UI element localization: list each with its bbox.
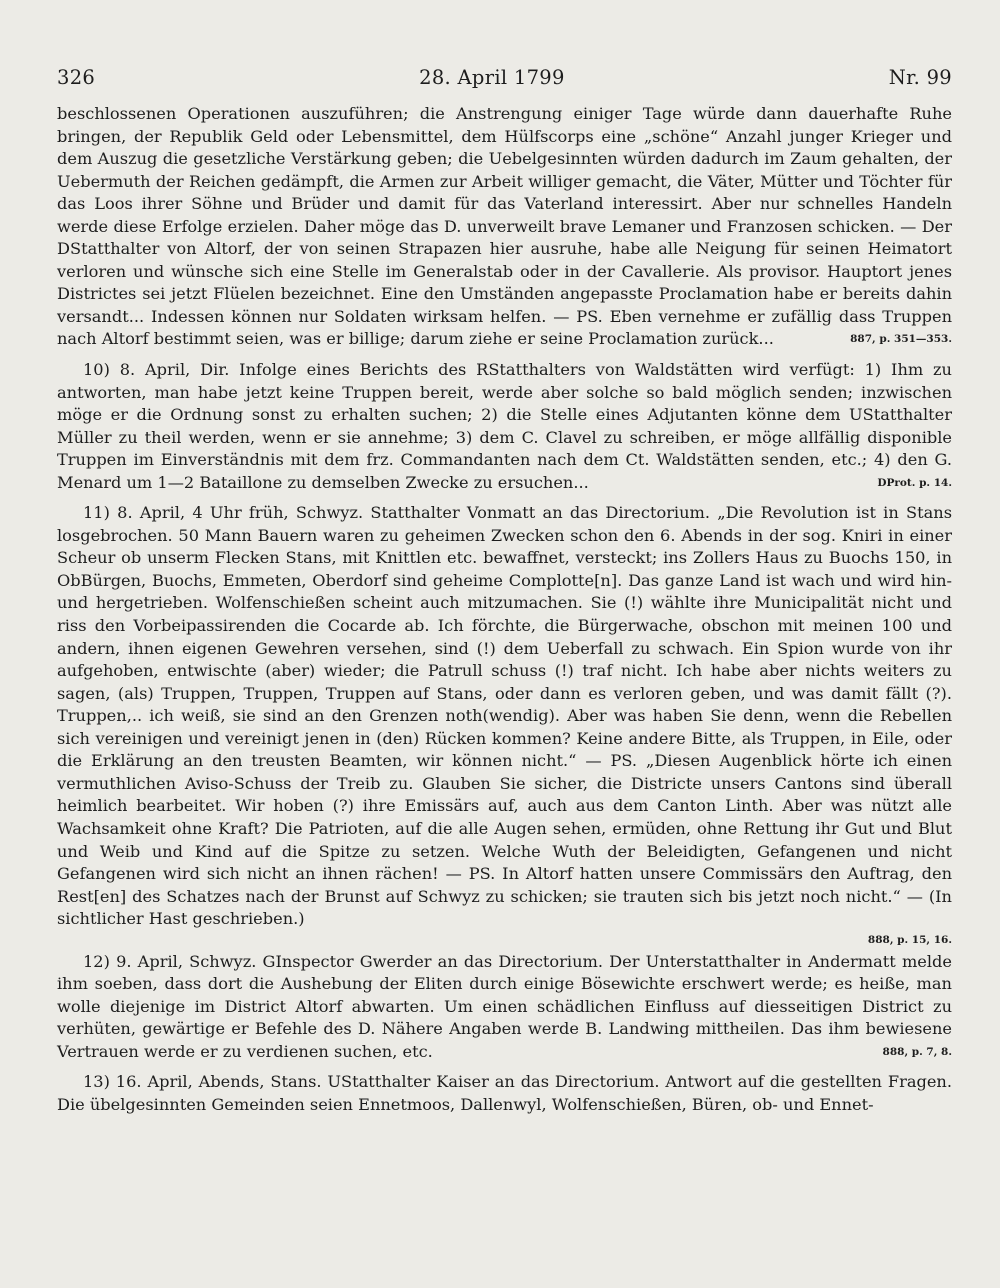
source-reference: DProt. p. 14. [877, 476, 952, 489]
paragraph-text: 12) 9. April, Schwyz. GInspector Gwerder an das Directorium. Der Unterstatthalter in Andermatt melde ihm soeben, dass dort die Aushebung der Eliten durch einige Bösewichte erschwert werde; es heiße, man wolle diejenige im District Altorf abwarten. Um einen schädlichen Einfluss auf diesseitigen District zu verhüten, gewärtige er Befehle des D. Nähere Angaben werde B. Landwing mittheilen. Das ihm bewiesene Vertrauen werde er zu verdienen suchen, etc. [57, 951, 952, 1061]
paragraph-text: beschlossenen Operationen auszuführen; die Anstrengung einiger Tage würde dann dauerhafte Ruhe bringen, der Republik Geld oder Lebensmittel, dem Hülfscorps eine „schöne“ Anzahl junger Krieger und dem Auszug die gesetzliche Verstärkung geben; die Uebelgesinnten würden dadurch im Zaum gehalten, der Uebermuth der Reichen gedämpft, die Armen zur Arbeit williger gemacht, die Väter, Mütter und Töchter für das Loos ihrer Söhne und Brüder und damit für das Vaterland interessirt. Aber nur schnelles Handeln werde diese Erfolge erzielen. Daher möge das D. unverweilt brave Lemaner und Franzosen schicken. — Der DStatthalter von Altorf, der von seinen Strapazen hier ausruhe, habe alle Neigung für seinen Heimatort verloren und wünsche sich eine Stelle im Generalstab oder in der Cavallerie. Als provisor. Hauptort jenes Districtes sei jetzt Flüelen bezeichnet. Eine den Umständen angepasste Proclamation habe er bereits dahin versandt... Indessen können nur Soldaten wirksam helfen. — PS. Eben vernehme er zufällig dass Truppen nach Altorf bestimmt seien, was er billige; darum ziehe er seine Proclamation zurück... [57, 104, 952, 349]
paragraph-entry-13 [57, 1071, 952, 1116]
paragraph-text: 11) 8. April, 4 Uhr früh, Schwyz. Statthalter Vonmatt an das Directorium. „Die Revolution ist in Stans losgebrochen. 50 Mann Bauern waren zu geheimen Zwecken schon den 6. Abends in der sog. Kniri in einer Scheur ob unserm Flecken Stans, mit Knittlen etc. bewaffnet, versteckt; ins Zollers Haus zu Buochs 150, in ObBürgen, Buochs, Emmeten, Oberdorf sind geheime Complotte[n]. Das ganze Land ist wach und wird hin- und hergetrieben. Wolfenschießen scheint auch mitzumachen. Sie (!) wählte ihre Municipalität nicht und riss den Vorbeipassirenden die Cocarde ab. Ich förchte, die Bürgerwache, obschon mit meinen 100 und andern, ihnen eigenen Gewehren versehen, sind (!) dem Ueberfall zu schwach. Ein Spion wurde von ihr aufgehoben, entwischte (aber) wieder; die Patrull schuss (!) traf nicht. Ich habe aber nichts weiters zu sagen, (als) Truppen, Truppen, Truppen auf Stans, oder dann es verloren geben, und was damit fällt (?). Truppen,.. ich weiß, sie sind an den Grenzen noth(wendig). Aber was haben Sie denn, wenn die Rebellen sich vereinigen und vereinigt jenen in (den) Rücken kommen? Keine andere Bitte, als Truppen, in Eile, oder die Erklärung an den treusten Beamten, wir können nicht.“ — PS. „Diesen Augenblick hörte ich einen vermuthlichen Aviso-Schuss der Treib zu. Glauben Sie sicher, die Districte unsers Cantons sind überall heimlich bearbeitet. Wir hoben (?) ihre Emissärs auf, auch aus dem Canton Linth. Aber was nützt alle Wachsamkeit ohne Kraft? Die Patrioten, auf die alle Augen sehen, ermüden, ohne Rettung ihr Gut und Blut und Weib und Kind auf die Spitze zu setzen. Welche Wuth der Beleidigten, Gefangenen und nicht Gefangenen wird sich nicht an ihnen rächen! — PS. In Altorf hatten unsere Commissärs den Auftrag, den Rest[en] des Schatzes nach der Brunst auf Schwyz zu schicken; sie trauten sich bis jetzt noch nicht.“ — (In sichtlicher Hast geschrieben.) [57, 503, 952, 929]
issue-number: Nr. 99 [888, 66, 952, 89]
paragraph-entry-12 [57, 951, 952, 1064]
body-text [57, 103, 952, 1117]
paragraph-continuation [57, 103, 952, 351]
page-number: 326 [57, 66, 96, 89]
paragraph-entry-11 [57, 502, 952, 930]
source-reference: 887, p. 351—353. [850, 333, 952, 346]
source-reference: 888, p. 7, 8. [882, 1045, 952, 1058]
paragraph-text: 13) 16. April, Abends, Stans. UStatthalter Kaiser an das Directorium. Antwort auf die gestellten Fragen. Die übelgesinnten Gemeinden seien Ennetmoos, Dallenwyl, Wolfenschießen, Büren, ob- und Ennet- [57, 1072, 952, 1114]
paragraph-entry-10 [57, 359, 952, 494]
header-date: 28. April 1799 [419, 66, 565, 89]
running-header [57, 66, 952, 89]
paragraph-text: 10) 8. April, Dir. Infolge eines Berichts des RStatthalters von Waldstätten wird verfügt: 1) Ihm zu antworten, man habe jetzt keine Truppen bereit, werde aber solche so bald möglich senden; inzwischen möge er die Ordnung sonst zu erhalten suchen; 2) die Stelle eines Adjutanten könne dem UStatthalter Müller zu theil werden, wenn er sie annehme; 3) dem C. Clavel zu schreiben, er möge allfällig disponible Truppen im Einverständnis mit dem frz. Commandanten nach dem Ct. Waldstätten senden, etc.; 4) den G. Menard um 1—2 Bataillone zu demselben Zwecke zu ersuchen... [57, 360, 952, 492]
source-reference: 888, p. 15, 16. [867, 933, 952, 946]
